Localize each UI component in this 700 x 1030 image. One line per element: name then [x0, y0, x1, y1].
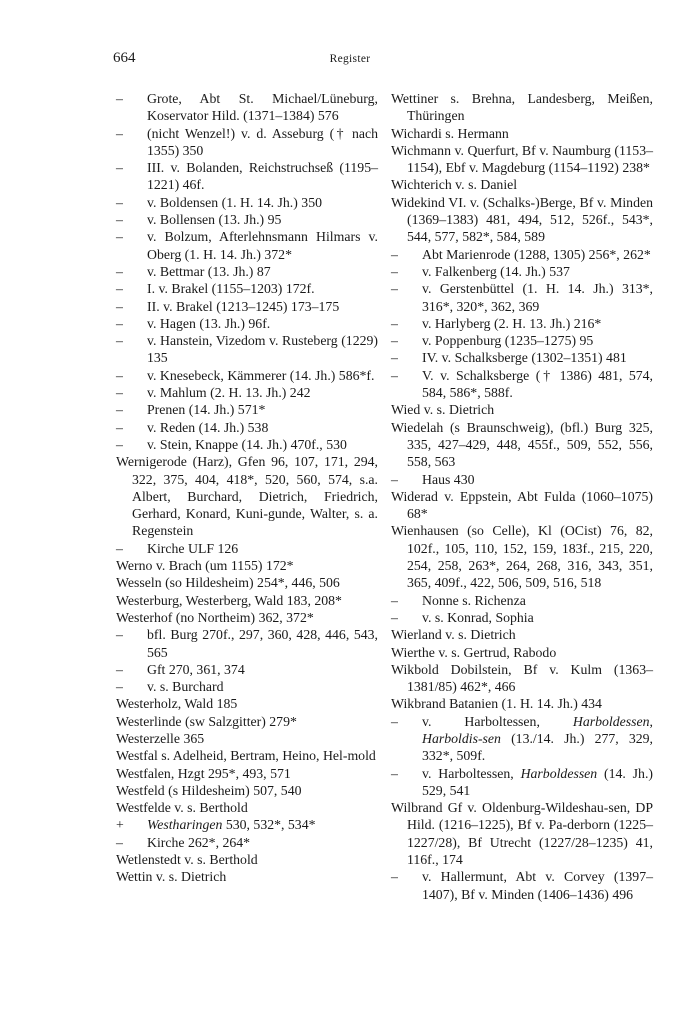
register-subentry: – Gft 270, 361, 374 [116, 661, 378, 678]
register-subentry: – v. Harlyberg (2. H. 13. Jh.) 216* [391, 315, 653, 332]
register-subentry: – v. Knesebeck, Kämmerer (14. Jh.) 586*f. [116, 367, 378, 384]
register-entry: Widerad v. Eppstein, Abt Fulda (1060–1075) 68* [391, 488, 653, 522]
register-subentry: – Grote, Abt St. Michael/Lüneburg, Koservator Hild. (1371–1384) 576 [116, 90, 378, 125]
register-entry: Wernigerode (Harz), Gfen 96, 107, 171, 294, 322, 375, 404, 418*, 520, 560, 574, s.a. Albert, Burchard, Dietrich, Friedrich, Gerhard, Konard, Kuni-gunde, Walter, s. a. Regenstein [116, 454, 378, 539]
register-entry: Werno v. Brach (um 1155) 172* [116, 558, 294, 574]
register-subentry: – v. Poppenburg (1235–1275) 95 [391, 332, 653, 349]
register-entry: Wichterich v. s. Daniel [391, 177, 518, 193]
register-subentry: – Prenen (14. Jh.) 571* [116, 401, 378, 418]
register-subentry: – IV. v. Schalksberge (1302–1351) 481 [391, 349, 653, 366]
register-subentry: – v. Bettmar (13. Jh.) 87 [116, 263, 378, 280]
register-entry: Wiedelah (s Braunschweig), (bfl.) Burg 325, 335, 427–429, 448, 455f., 509, 552, 556, 558, 563 [391, 419, 653, 470]
register-subentry: – III. v. Bolanden, Reichstruchseß (1195–1221) 46f. [116, 159, 378, 194]
register-subentry: – v. Harboltessen, Harboldessen, Harboldis-sen (13./14. Jh.) 277, 329, 332*, 509f. [391, 713, 653, 765]
register-entry: Wesseln (so Hildesheim) 254*, 446, 506 [116, 575, 340, 591]
register-entry: Wied v. s. Dietrich [391, 402, 495, 418]
register-subentry: – Abt Marienrode (1288, 1305) 256*, 262* [391, 246, 653, 263]
page-number: 664 [113, 50, 136, 66]
register-entry: Westfeld (s Hildesheim) 507, 540 [116, 782, 302, 798]
register-subentry: – v. Stein, Knappe (14. Jh.) 470f., 530 [116, 436, 378, 453]
register-entry: Wikbold Dobilstein, Bf v. Kulm (1363–1381/85) 462*, 466 [391, 661, 653, 695]
register-entry: Wierthe v. s. Gertrud, Rabodo [391, 644, 557, 660]
register-entry: Wichardi s. Hermann [391, 125, 509, 141]
register-subentry: – v. Falkenberg (14. Jh.) 537 [391, 263, 653, 280]
register-subentry: – v. Harboltessen, Harboldessen (14. Jh.) 529, 541 [391, 765, 653, 800]
register-entry: Wienhausen (so Celle), Kl (OCist) 76, 82, 102f., 105, 110, 152, 159, 183f., 215, 220, 254, 258, 263*, 264, 268, 316, 343, 351, 365, 409f., 422, 506, 509, 516, 518 [391, 523, 653, 591]
register-subentry: – V. v. Schalksberge († 1386) 481, 574, 584, 586*, 588f. [391, 367, 653, 402]
register-subentry: – v. Hagen (13. Jh.) 96f. [116, 315, 378, 332]
register-entry: Westerlinde (sw Salzgitter) 279* [116, 713, 297, 729]
register-subentry: – Kirche ULF 126 [116, 540, 378, 557]
register-subentry: – v. Boldensen (1. H. 14. Jh.) 350 [116, 194, 378, 211]
register-subentry: – bfl. Burg 270f., 297, 360, 428, 446, 543, 565 [116, 626, 378, 661]
register-subentry: – (nicht Wenzel!) v. d. Asseburg († nach 1355) 350 [116, 125, 378, 160]
register-subentry: – v. Hanstein, Vizedom v. Rusteberg (1229) 135 [116, 332, 378, 367]
register-entry: Wetlenstedt v. s. Berthold [116, 852, 258, 868]
register-entry: Westerholz, Wald 185 [116, 696, 238, 712]
register-subentry: – Kirche 262*, 264* [116, 834, 378, 851]
register-entry: Wikbrand Batanien (1. H. 14. Jh.) 434 [391, 696, 602, 712]
register-entry: Wettiner s. Brehna, Landesberg, Meißen, Thüringen [391, 91, 653, 124]
register-entry: Westerhof (no Northeim) 362, 372* [116, 609, 314, 625]
register-subentry: – v. Bolzum, Afterlehnsmann Hilmars v. Oberg (1. H. 14. Jh.) 372* [116, 228, 378, 263]
register-subentry: – Haus 430 [391, 471, 653, 488]
register-subentry: – v. Gerstenbüttel (1. H. 14. Jh.) 313*, 316*, 320*, 362, 369 [391, 280, 653, 315]
register-subentry: – v. Reden (14. Jh.) 538 [116, 419, 378, 436]
register-entry: Widekind VI. v. (Schalks-)Berge, Bf v. Minden (1369–1383) 481, 494, 512, 526f., 543*, 544, 577, 582*, 584, 589 [391, 194, 653, 245]
register-subentry: – I. v. Brakel (1155–1203) 172f. [116, 280, 378, 297]
register-subentry: – v. Bollensen (13. Jh.) 95 [116, 211, 378, 228]
register-entry: Westfalen, Hzgt 295*, 493, 571 [116, 765, 291, 781]
register-subentry: – Nonne s. Richenza [391, 592, 653, 609]
register-entry: Wilbrand Gf v. Oldenburg-Wildeshau-sen, DP Hild. (1216–1225), Bf v. Pa-derborn (1225–1227/28), Bf Utrecht (1227/28–1235) 41, 116f., 174 [391, 800, 653, 868]
register-subentry: – v. Hallermunt, Abt v. Corvey (1397–1407), Bf v. Minden (1406–1436) 496 [391, 868, 653, 903]
register-entry: Westfal s. Adelheid, Bertram, Heino, Hel-mold [116, 748, 376, 764]
running-header: Register [329, 53, 371, 65]
register-column-right [391, 90, 653, 903]
register-subentry: – v. s. Konrad, Sophia [391, 609, 653, 626]
register-subentry: + Westharingen 530, 532*, 534* [116, 816, 378, 833]
register-entry: Westerzelle 365 [116, 730, 205, 746]
register-entry: Wierland v. s. Dietrich [391, 627, 516, 643]
register-subentry: – v. s. Burchard [116, 678, 378, 695]
register-entry: Wichmann v. Querfurt, Bf v. Naumburg (1153–1154), Ebf v. Magdeburg (1154–1192) 238* [391, 142, 653, 176]
register-entry: Westerburg, Westerberg, Wald 183, 208* [116, 592, 342, 608]
register-column-left [116, 90, 378, 886]
register-subentry: – v. Mahlum (2. H. 13. Jh.) 242 [116, 384, 378, 401]
register-entry: Wettin v. s. Dietrich [116, 869, 227, 885]
register-subentry: – II. v. Brakel (1213–1245) 173–175 [116, 298, 378, 315]
register-entry: Westfelde v. s. Berthold [116, 800, 248, 816]
